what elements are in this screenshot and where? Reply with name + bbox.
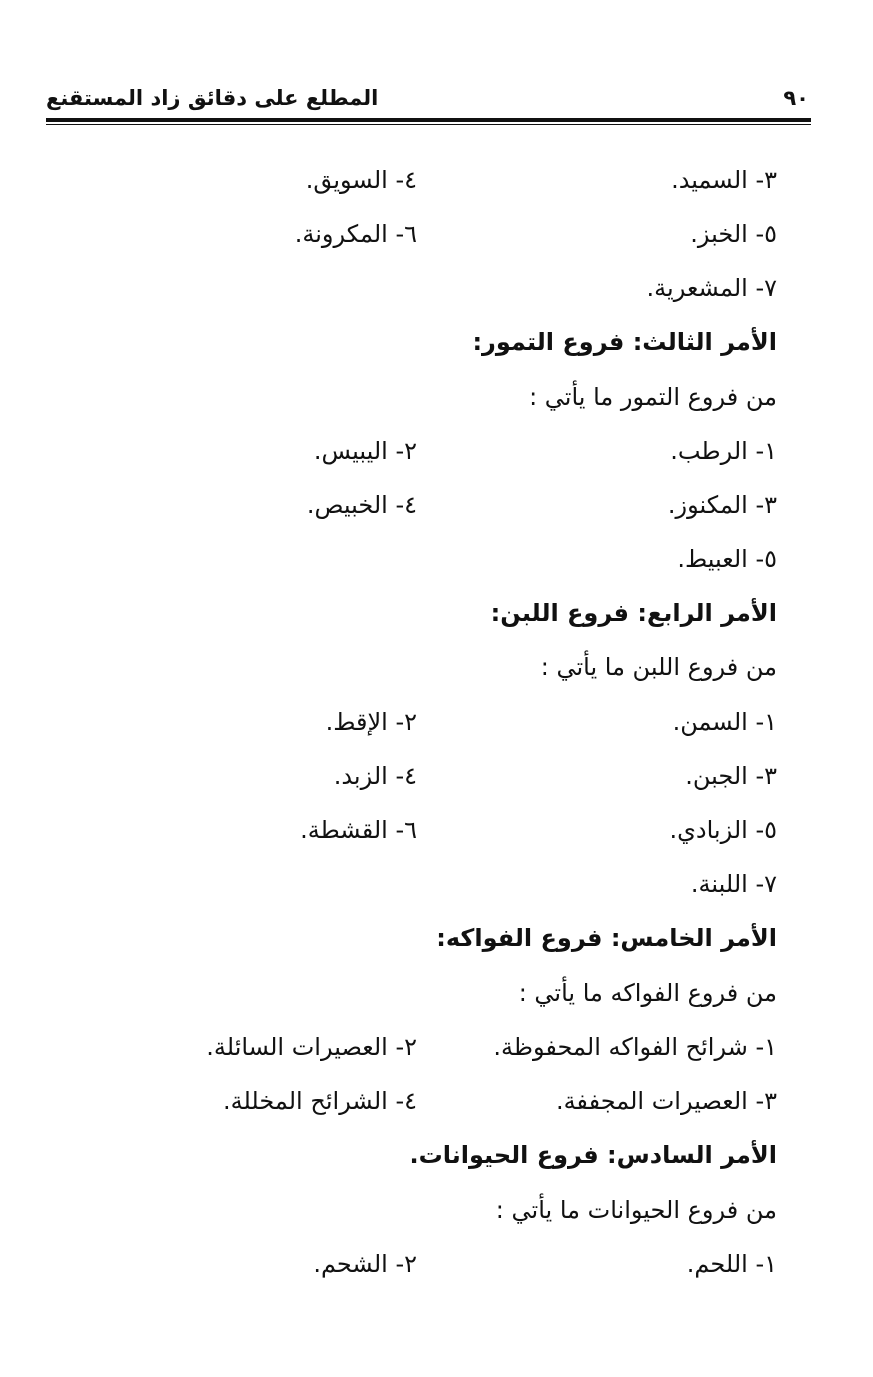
- section-intro: من فروع الفواكه ما يأتي :: [518, 979, 777, 1007]
- list-item: ٥- الخبز.: [690, 220, 777, 248]
- list-item: ٢- الإقط.: [325, 708, 417, 736]
- list-item: ٣- السميد.: [671, 166, 777, 194]
- list-item: ١- شرائح الفواكه المحفوظة.: [493, 1033, 777, 1061]
- list-item: ٣- الجبن.: [685, 762, 777, 790]
- list-item: ٢- العصيرات السائلة.: [206, 1033, 417, 1061]
- section-heading: الأمر الخامس: فروع الفواكه:: [436, 924, 777, 952]
- list-item: ٤- الخبيص.: [306, 491, 417, 519]
- running-title: المطلع على دقائق زاد المستقنع: [46, 86, 379, 110]
- list-item: ٤- الشرائح المخللة.: [222, 1087, 417, 1115]
- list-item: ١- الرطب.: [670, 437, 777, 465]
- list-item: ٤- السويق.: [305, 166, 417, 194]
- section-intro: من فروع التمور ما يأتي :: [529, 383, 777, 411]
- list-item: ٧- اللبنة.: [690, 870, 777, 898]
- page-header: [46, 84, 811, 118]
- list-item: ٧- المشعرية.: [646, 274, 777, 302]
- section-intro: من فروع اللبن ما يأتي :: [540, 653, 777, 681]
- list-item: ٥- الزبادي.: [669, 816, 777, 844]
- list-item: ٦- المكرونة.: [294, 220, 417, 248]
- section-heading: الأمر الثالث: فروع التمور:: [472, 328, 777, 356]
- section-heading: الأمر الرابع: فروع اللبن:: [490, 599, 777, 627]
- header-rule-thin: [46, 124, 811, 125]
- list-item: ٥- العبيط.: [677, 545, 777, 573]
- list-item: ١- السمن.: [672, 708, 777, 736]
- section-heading: الأمر السادس: فروع الحيوانات.: [409, 1141, 777, 1169]
- header-rule-thick: [46, 118, 811, 122]
- list-item: ٢- اليبيس.: [313, 437, 417, 465]
- list-item: ٦- القشطة.: [300, 816, 417, 844]
- list-item: ٣- المكنوز.: [667, 491, 777, 519]
- page-number: ٩٠: [783, 86, 809, 110]
- list-item: ١- اللحم.: [686, 1250, 777, 1278]
- section-intro: من فروع الحيوانات ما يأتي :: [495, 1196, 777, 1224]
- list-item: ٣- العصيرات المجففة.: [555, 1087, 777, 1115]
- list-item: ٢- الشحم.: [313, 1250, 417, 1278]
- list-item: ٤- الزبد.: [333, 762, 417, 790]
